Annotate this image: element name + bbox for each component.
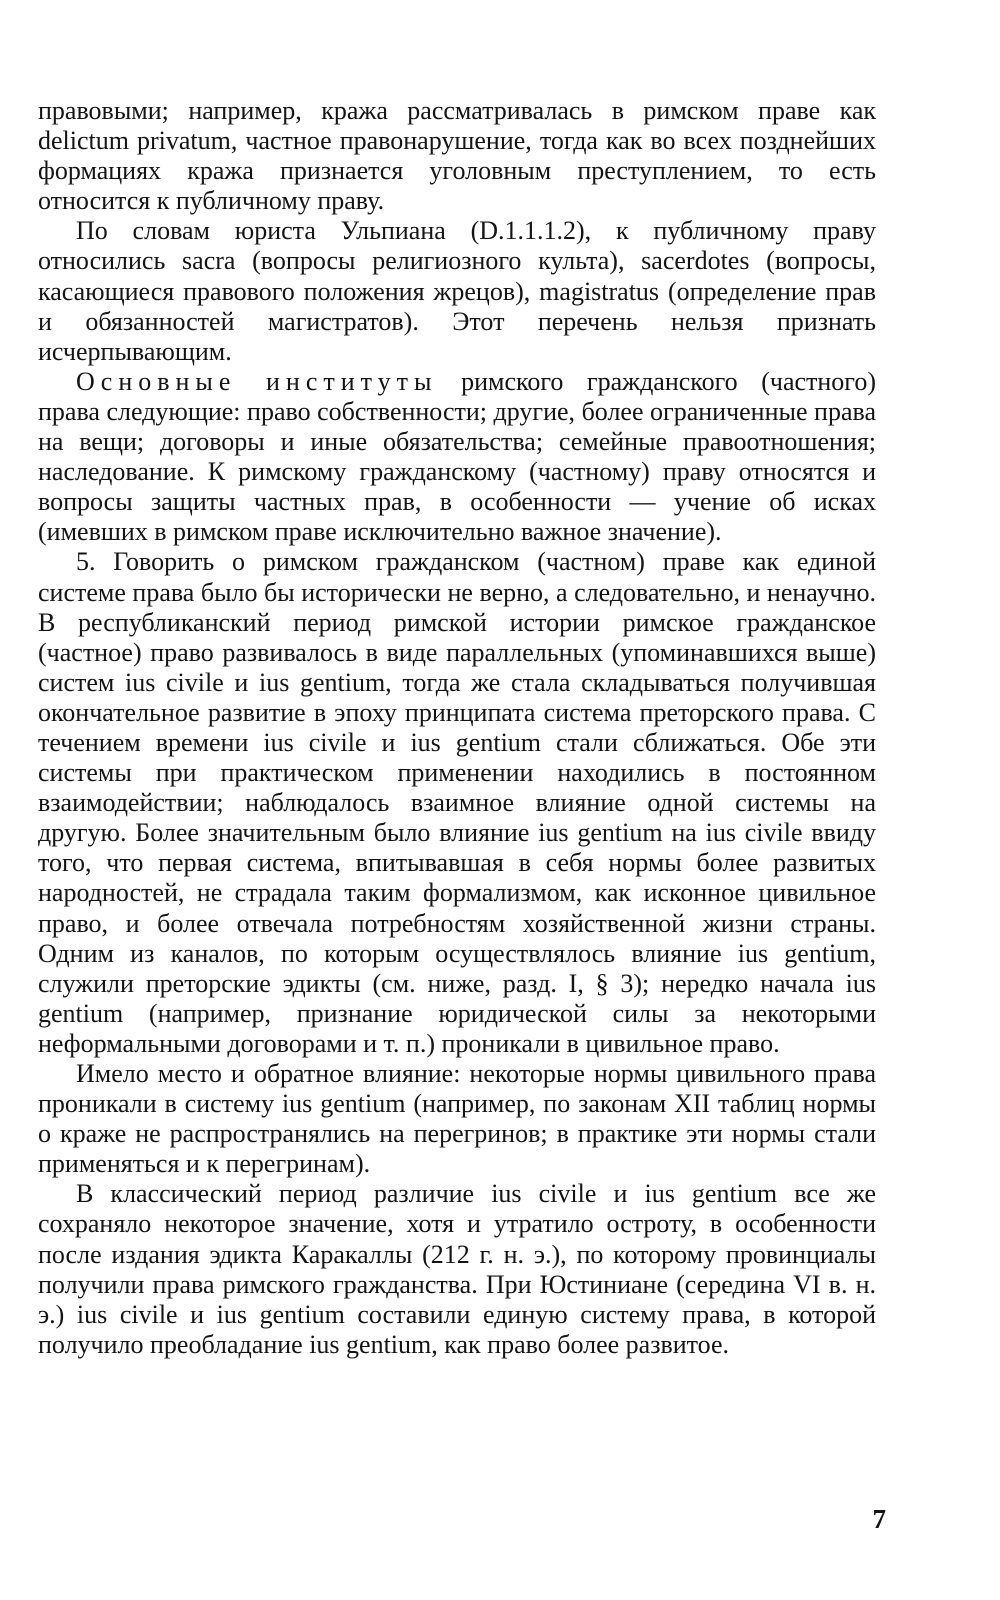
paragraph-2: По словам юриста Ульпиана (D.1.1.1.2), к публичному праву относились sacra (вопросы религиозного культа), sacerdotes (вопросы, касающиеся правового положения жрецов), magistratus (определение прав и обязанностей магистратов). Этот перечень нельзя признать исчерпывающим. [38,216,876,366]
page-body [38,96,876,1360]
paragraph-3-spaced-lead: Основные институты [76,366,438,396]
page-number: 7 [872,1504,886,1534]
paragraph-5: Имело место и обратное влияние: некоторые нормы цивильного права проникали в систему ius gentium (например, по законам XII таблиц нормы о краже не распространялись на перегринов; в практике эти нормы стали применяться и к перегринам). [38,1059,876,1179]
paragraph-3 [38,367,876,548]
paragraph-1: правовыми; например, кража рассматривалась в римском праве как delictum privatum, частное правонарушение, тогда как во всех позднейших формациях кража признается уголовным преступлением, то есть относится к публичному праву. [38,96,876,216]
paragraph-6: В классический период различие ius civile и ius gentium все же сохраняло некоторое значение, хотя и утратило остроту, в особенности после издания эдикта Каракаллы (212 г. н. э.), по которому провинциалы получили права римского гражданства. При Юстиниане (середина VI в. н. э.) ius civile и ius gentium составили единую систему права, в которой получило преобладание ius gentium, как право более развитое. [38,1179,876,1359]
paragraph-4: 5. Говорить о римском гражданском (частном) праве как единой системе права было бы исторически не верно, а следовательно, и ненаучно. В республиканский период римской истории римское гражданское (частное) право развивалось в виде параллельных (упоминавшихся выше) систем ius civile и ius gentium, тогда же стала складываться получившая окончательное развитие в эпоху принципата система преторского права. С течением времени ius civile и ius gentium стали сближаться. Обе эти системы при практическом применении находились в постоянном взаимодействии; наблюдалось взаимное влияние одной системы на другую. Более значительным было влияние ius gentium на ius civile ввиду того, что первая система, впитывавшая в себя нормы более развитых народностей, не страдала таким формализмом, как исконное цивильное право, и более отвечала потребностям хозяйственной жизни страны. Одним из каналов, по которым осуществлялось влияние ius gentium, служили преторские эдикты (см. ниже, разд. I, § 3); нередко начала ius gentium (например, признание юридической силы за некоторыми неформальными договорами и т. п.) проникали в цивильное право. [38,547,876,1058]
paragraph-3-text: римского гражданского (частного) права следующие: право собственности; другие, более ограниченные права на вещи; договоры и иные обязательства; семейные правоотношения; наследование. К римскому гражданскому (частному) праву относятся и вопросы защиты частных прав, в особенности — учение об исках (имевших в римском праве исключительно важное значение). [38,366,876,547]
